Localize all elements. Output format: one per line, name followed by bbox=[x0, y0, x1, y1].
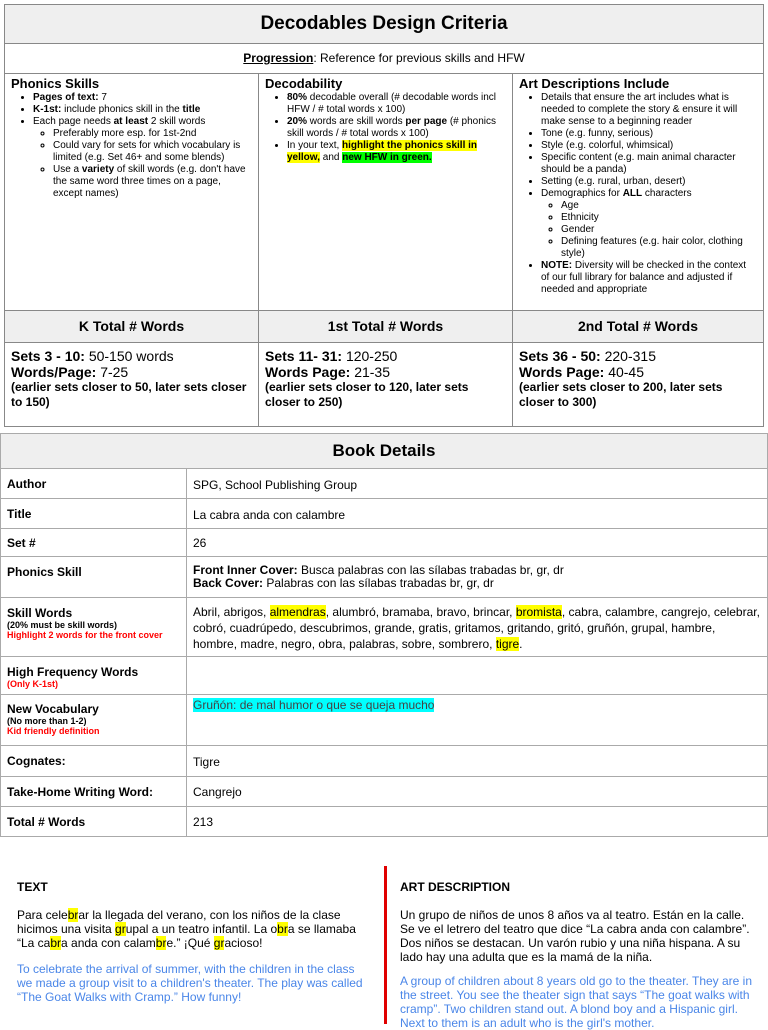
title-label: Title bbox=[1, 499, 187, 529]
second-total-cell: Sets 36 - 50: 220-315 Words Page: 40-45 (earlier sets closer to 200, later sets closer to 300) bbox=[513, 343, 764, 427]
art-item: • Tone (e.g. funny, serious) bbox=[541, 128, 757, 140]
takehome-value: Cangrejo bbox=[187, 777, 768, 807]
phonics-item: • Each page needs at least 2 skill words ◦ Preferably more esp. for 1st-2nd ◦ Could vary for sets for which vocabulary is limited (e.g. Set 46+ and some blends) ◦ Use a variety of skill words (e.g. don't have the same word three times on a page, except names) bbox=[33, 116, 252, 200]
k-total-cell: Sets 3 - 10: 50-150 words Words/Page: 7-25 (earlier sets closer to 50, later sets closer to 150) bbox=[5, 343, 259, 427]
hfw-value bbox=[187, 657, 768, 695]
book-details-title: Book Details bbox=[1, 434, 768, 469]
art-subitem: ◦ Age bbox=[561, 200, 757, 212]
art-description-spanish: Un grupo de niños de unos 8 años va al teatro. Están en la calle. Se ve el letrero del teatro que dice “La cabra anda con calambre”. Dos niños se destacan. Un varón rubio y una niña hispana. A su lado hay una adulta que es la mamá de la niña. bbox=[400, 908, 750, 964]
progression-text: : Reference for previous skills and HFW bbox=[313, 51, 525, 65]
art-description-english: A group of children about 8 years old go to the theater. They are in the street. You see the theater sign that says “The goat walks with cramp”. Two children stand out. A blond boy and a Hispanic girl. Next to them is an adult who is the girl's mother. bbox=[400, 974, 753, 1030]
author-label: Author bbox=[1, 469, 187, 499]
decodability-list bbox=[265, 92, 506, 164]
first-total-cell: Sets 11- 31: 120-250 Words Page: 21-35 (earlier sets closer to 120, later sets closer to 250) bbox=[259, 343, 513, 427]
art-item: • NOTE: Diversity will be checked in the context of our full library for balance and adjusted if needed and appropriate bbox=[541, 260, 757, 296]
cognates-label: Cognates: bbox=[1, 746, 187, 777]
green-highlight-text: new HFW in green. bbox=[342, 152, 432, 163]
english-text: To celebrate the arrival of summer, with the children in the class we made a group visit to a children's theater. The play was called “The Goat Walks with Cramp.” How funny! bbox=[17, 962, 363, 1004]
total-words-label: Total # Words bbox=[1, 807, 187, 837]
second-total-header: 2nd Total # Words bbox=[513, 311, 764, 343]
phonics-subitem: ◦ Preferably more esp. for 1st-2nd bbox=[53, 128, 252, 140]
skill-words-label: Skill Words (20% must be skill words) Highlight 2 words for the front cover bbox=[1, 598, 187, 657]
art-description-heading: ART DESCRIPTION bbox=[400, 880, 511, 894]
cognates-value: Tigre bbox=[187, 746, 768, 777]
decodability-item: • 20% words are skill words per page (# phonics skill words / # total words x 100) bbox=[287, 116, 506, 140]
hfw-label: High Frequency Words (Only K-1st) bbox=[1, 657, 187, 695]
progression-label: Progression bbox=[243, 51, 314, 65]
phonics-item: • Pages of text: 7 bbox=[33, 92, 252, 104]
art-heading: Art Descriptions Include bbox=[519, 76, 670, 91]
phonics-list bbox=[11, 92, 252, 200]
art-item: • Style (e.g. colorful, whimsical) bbox=[541, 140, 757, 152]
criteria-title: Decodables Design Criteria bbox=[5, 5, 764, 44]
phonics-subitem: ◦ Use a variety of skill words (e.g. don't have the same word three times on a page, except names) bbox=[53, 164, 252, 200]
yellow-highlight-text: highlight the phonics skill in yellow, bbox=[287, 140, 478, 163]
art-item: • Demographics for ALL characters ◦ Age ◦ Ethnicity ◦ Gender ◦ Defining features (e.g. hair color, clothing style) bbox=[541, 188, 757, 260]
art-list bbox=[519, 92, 757, 296]
design-criteria-table bbox=[4, 4, 764, 427]
progression-row bbox=[5, 44, 764, 74]
title-value: La cabra anda con calambre bbox=[187, 499, 768, 529]
art-descriptions-cell bbox=[513, 74, 764, 311]
book-details-table bbox=[0, 433, 768, 837]
author-value: SPG, School Publishing Group bbox=[187, 469, 768, 499]
vocab-label: New Vocabulary (No more than 1-2) Kid friendly definition bbox=[1, 695, 187, 746]
phonics-skill-value: Front Inner Cover: Busca palabras con las sílabas trabadas br, gr, dr Back Cover: Palabras con las sílabas trabadas br, gr, dr bbox=[187, 557, 768, 598]
set-label: Set # bbox=[1, 529, 187, 557]
first-total-header: 1st Total # Words bbox=[259, 311, 513, 343]
k-total-header: K Total # Words bbox=[5, 311, 259, 343]
spanish-text: Para celebrar la llegada del verano, con los niños de la clase hicimos una visita grupal a un teatro infantil. La obra se llamaba “La cabra anda con calambre.” ¡Qué gracioso! bbox=[17, 908, 356, 950]
takehome-label: Take-Home Writing Word: bbox=[1, 777, 187, 807]
decodability-cell bbox=[259, 74, 513, 311]
text-heading: TEXT bbox=[17, 880, 48, 894]
total-words-value: 213 bbox=[187, 807, 768, 837]
phonics-heading: Phonics Skills bbox=[11, 76, 100, 91]
decodability-item: • In your text, highlight the phonics skill in yellow, and new HFW in green. bbox=[287, 140, 506, 164]
decodability-item: • 80% decodable overall (# decodable words incl HFW / # total words x 100) bbox=[287, 92, 506, 116]
art-subitem: ◦ Defining features (e.g. hair color, clothing style) bbox=[561, 236, 757, 260]
art-item: • Specific content (e.g. main animal character should be a panda) bbox=[541, 152, 757, 176]
column-divider bbox=[384, 866, 387, 1024]
phonics-subitem: ◦ Could vary for sets for which vocabulary is limited (e.g. Set 46+ and some blends) bbox=[53, 140, 252, 164]
art-subitem: ◦ Ethnicity bbox=[561, 212, 757, 224]
vocab-value: Gruñón: de mal humor o que se queja mucho bbox=[187, 695, 768, 746]
art-item: • Details that ensure the art includes what is needed to complete the story & ensure it will make sense to a beginning reader bbox=[541, 92, 757, 128]
phonics-skills-cell bbox=[5, 74, 259, 311]
set-value: 26 bbox=[187, 529, 768, 557]
decodability-heading: Decodability bbox=[265, 76, 343, 91]
art-subitem: ◦ Gender bbox=[561, 224, 757, 236]
art-item: • Setting (e.g. rural, urban, desert) bbox=[541, 176, 757, 188]
phonics-item: • K-1st: include phonics skill in the title bbox=[33, 104, 252, 116]
phonics-skill-label: Phonics Skill bbox=[1, 557, 187, 598]
skill-words-value: Abril, abrigos, almendras, alumbró, bramaba, bravo, brincar, bromista, cabra, calambre, cangrejo, celebrar, cobró, cuadrúpedo, descubrimos, grande, gratis, gritamos, gritando, gritó, gruñón, grupal, hambre, hombre, madre, negro, obra, palabras, sobre, sombrero, tigre. bbox=[187, 598, 768, 657]
